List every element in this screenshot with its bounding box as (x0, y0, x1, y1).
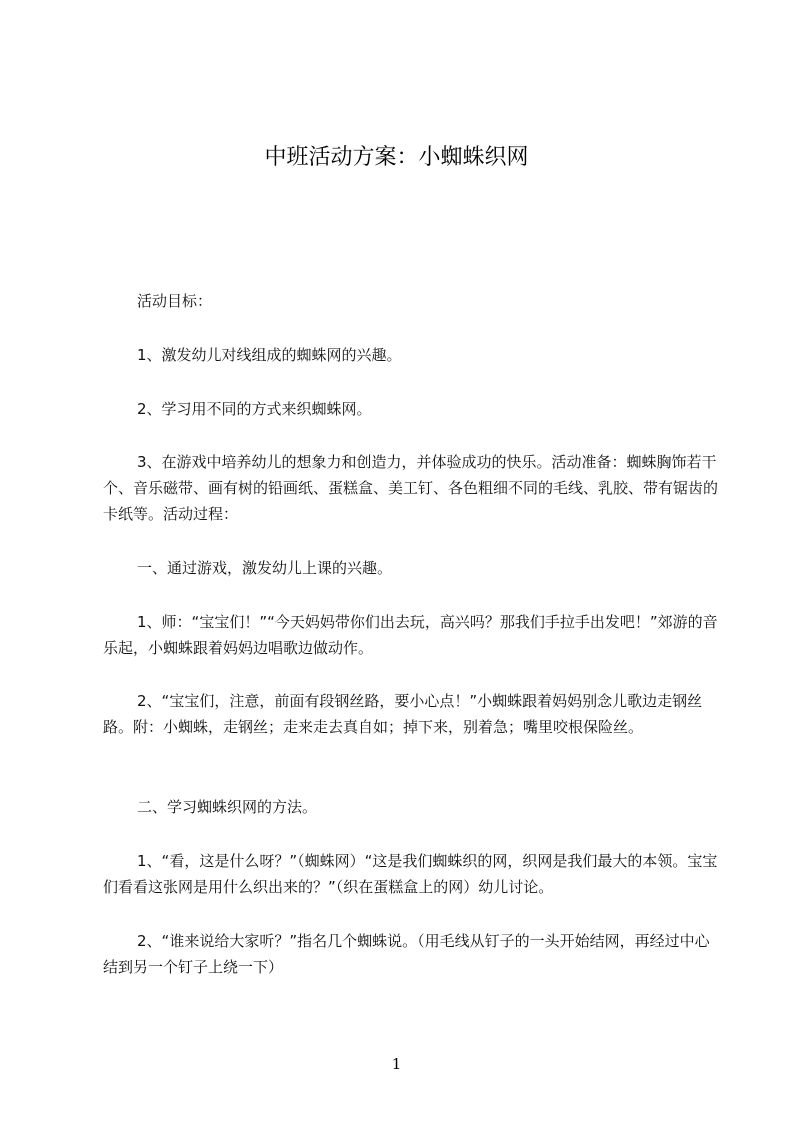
goal-item-1: 1、激发幼儿对线组成的蜘蛛网的兴趣。 (137, 346, 402, 364)
section-2-step-1: 1、“看，这是什么呀？”（蜘蛛网）“这是我们蜘蛛织的网，织网是我们最大的本领。宝宝们看看这张网是用什么织出来的？”（织在蛋糕盒上的网）幼儿讨论。 (103, 852, 718, 896)
document-title: 中班活动方案：小蜘蛛织网 (264, 145, 529, 170)
goals-heading: 活动目标： (137, 292, 213, 310)
goal-item-3-and-preparation: 3、在游戏中培养幼儿的想象力和创造力，并体验成功的快乐。活动准备：蜘蛛胸饰若干个、音乐磁带、画有树的铅画纸、蛋糕盒、美工钉、各色粗细不同的毛线、乳胶、带有锯齿的卡纸等。活动过程： (103, 453, 719, 523)
section-2-step-2: 2、“谁来说给大家听？”指名几个蜘蛛说。（用毛线从钉子的一头开始结网，再经过中心结到另一个钉子上绕一下） (103, 932, 710, 976)
section-1-step-1: 1、师：“宝宝们！”“今天妈妈带你们出去玩，高兴吗？那我们手拉手出发吧！”郊游的音乐起，小蜘蛛跟着妈妈边唱歌边做动作。 (103, 613, 718, 657)
page-number: 1 (391, 1055, 402, 1073)
goal-item-2: 2、学习用不同的方式来织蜘蛛网。 (137, 400, 372, 418)
section-heading-2: 二、学习蜘蛛织网的方法。 (137, 798, 318, 816)
section-1-step-2: 2、“宝宝们，注意，前面有段钢丝路，要小心点！”小蜘蛛跟着妈妈别念儿歌边走钢丝路。附：小蜘蛛，走钢丝；走来走去真自如；掉下来，别着急；嘴里咬根保险丝。 (103, 692, 703, 736)
section-heading-1: 一、通过游戏，激发幼儿上课的兴趣。 (137, 559, 393, 577)
